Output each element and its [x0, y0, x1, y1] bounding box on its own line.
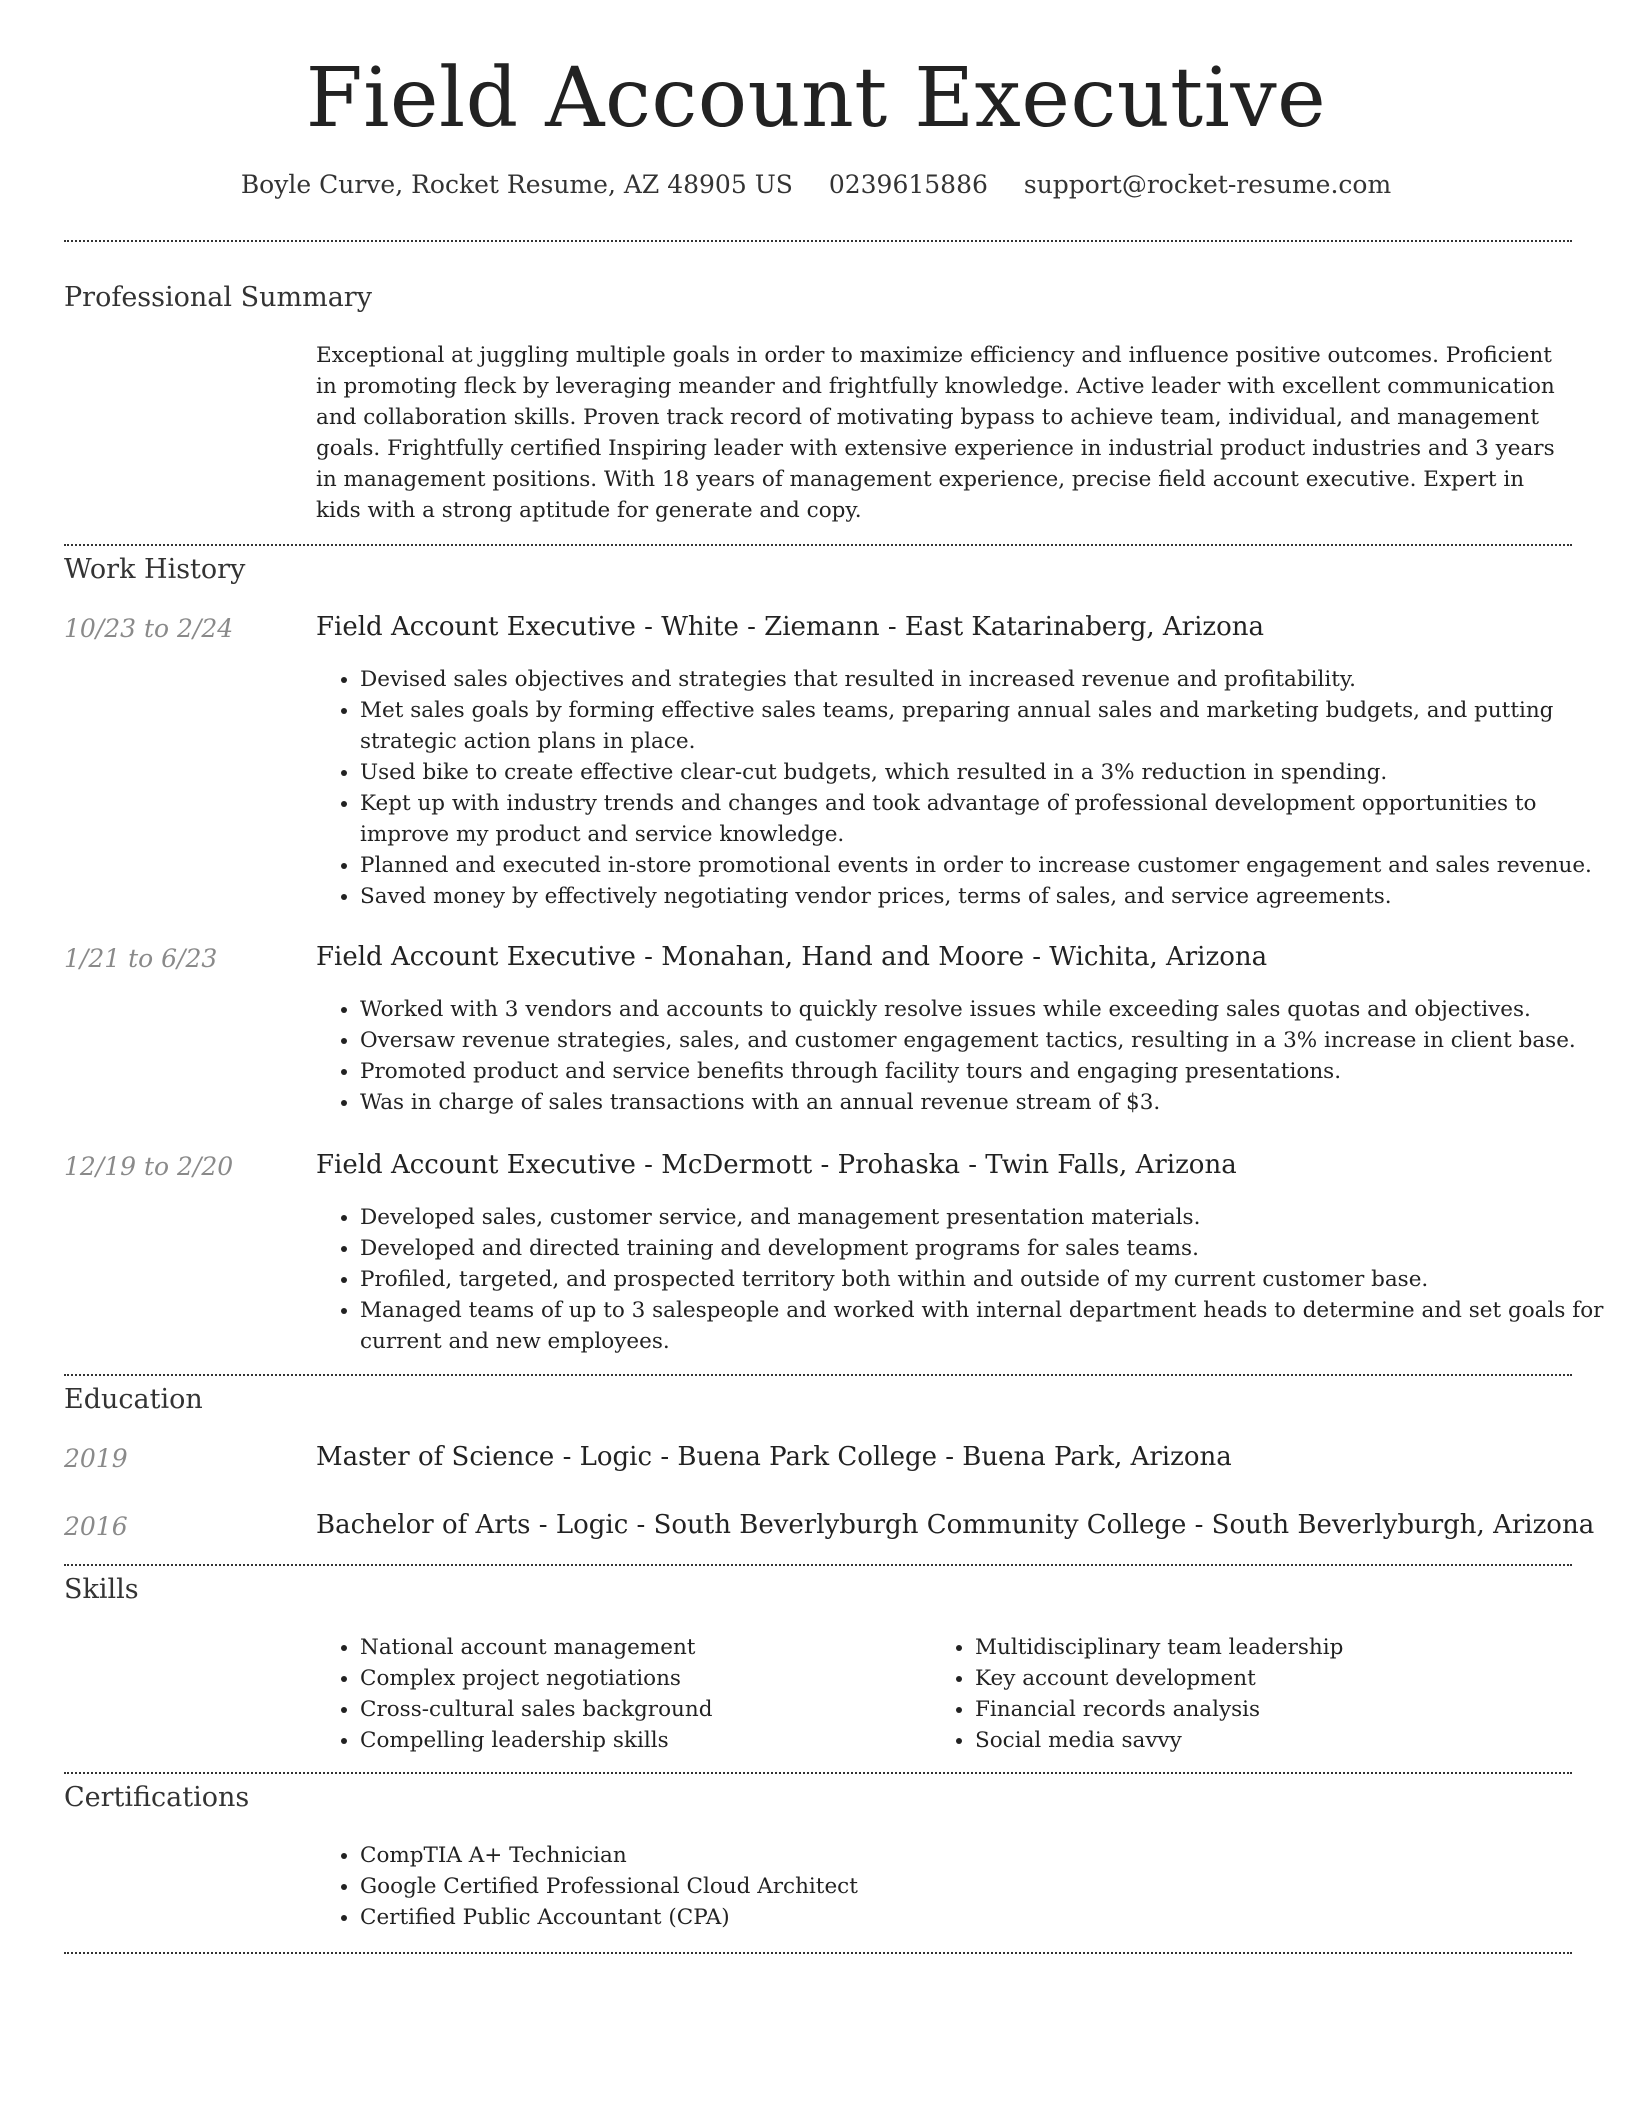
job-heading: Field Account Executive - White - Ziemann - East Katarinaberg, Arizona	[316, 612, 1265, 642]
skill-item: • Cross-cultural sales background	[360, 1694, 940, 1725]
skill-item: • Complex project negotiations	[360, 1663, 940, 1694]
job-bullet: • Kept up with industry trends and changes and took advantage of professional development opportunities to improve my product and service knowledge.	[360, 788, 1616, 850]
skills-list-left	[316, 1632, 940, 1756]
skills-list-right	[931, 1632, 1555, 1756]
divider	[64, 1374, 1572, 1376]
divider	[64, 1952, 1572, 1954]
job-dates: 12/19 to 2/20	[64, 1152, 234, 1181]
skill-item: • Multidisciplinary team leadership	[975, 1632, 1555, 1663]
job-heading: Field Account Executive - McDermott - Prohaska - Twin Falls, Arizona	[316, 1150, 1237, 1180]
education-heading: Bachelor of Arts - Logic - South Beverlyburgh Community College - South Beverlyburgh, Arizona	[316, 1510, 1595, 1540]
job-bullet: • Profiled, targeted, and prospected territory both within and outside of my current customer base.	[360, 1264, 1616, 1295]
resume-name: Field Account Executive	[305, 51, 1327, 146]
skill-item: • Social media savvy	[975, 1725, 1555, 1756]
skill-item: • Financial records analysis	[975, 1694, 1555, 1725]
contact-address: Boyle Curve, Rocket Resume, AZ 48905 US	[240, 170, 793, 200]
contact-line	[0, 170, 1632, 199]
job-bullet: • Was in charge of sales transactions with an annual revenue stream of $3.	[360, 1087, 1616, 1118]
skill-item: • National account management	[360, 1632, 940, 1663]
job-dates: 10/23 to 2/24	[64, 614, 234, 643]
education-year: 2019	[64, 1444, 128, 1473]
job-bullet: • Planned and executed in-store promotional events in order to increase customer engagement and sales revenue.	[360, 850, 1616, 881]
skill-item: • Compelling leadership skills	[360, 1725, 940, 1756]
job-bullet: • Devised sales objectives and strategies that resulted in increased revenue and profitability.	[360, 664, 1616, 695]
section-title-certifications: Certifications	[64, 1782, 250, 1813]
divider	[64, 1564, 1572, 1566]
divider	[64, 240, 1572, 242]
divider	[64, 544, 1572, 546]
section-title-education: Education	[64, 1384, 203, 1415]
education-year: 2016	[64, 1512, 128, 1541]
job-bullet: • Used bike to create effective clear-cut budgets, which resulted in a 3% reduction in spending.	[360, 757, 1616, 788]
summary-text-block	[316, 340, 1572, 526]
job-heading: Field Account Executive - Monahan, Hand and Moore - Wichita, Arizona	[316, 942, 1268, 972]
job-bullet: • Managed teams of up to 3 salespeople and worked with internal department heads to determine and set goals for current and new employees.	[360, 1295, 1616, 1357]
job-bullets	[316, 664, 1616, 912]
job-bullet: • Met sales goals by forming effective sales teams, preparing annual sales and marketing budgets, and putting strategic action plans in place.	[360, 695, 1616, 757]
section-title-work: Work History	[64, 554, 246, 585]
divider	[64, 1772, 1572, 1774]
job-bullet: • Developed sales, customer service, and management presentation materials.	[360, 1202, 1616, 1233]
certifications-list	[316, 1840, 1616, 1933]
job-bullets	[316, 994, 1616, 1118]
skill-item: • Key account development	[975, 1663, 1555, 1694]
education-heading: Master of Science - Logic - Buena Park College - Buena Park, Arizona	[316, 1442, 1232, 1472]
certification-item: • Google Certified Professional Cloud Architect	[360, 1871, 1616, 1902]
job-bullet: • Saved money by effectively negotiating vendor prices, terms of sales, and service agreements.	[360, 881, 1616, 912]
section-title-skills: Skills	[64, 1574, 139, 1605]
contact-phone: 0239615886	[828, 170, 988, 200]
contact-email: support@rocket-resume.com	[1023, 170, 1392, 200]
certification-item: • CompTIA A+ Technician	[360, 1840, 1616, 1871]
job-bullets	[316, 1202, 1616, 1357]
job-bullet: • Promoted product and service benefits through facility tours and engaging presentations.	[360, 1056, 1616, 1087]
job-dates: 1/21 to 6/23	[64, 944, 218, 973]
job-bullet: • Developed and directed training and development programs for sales teams.	[360, 1233, 1616, 1264]
section-title-summary: Professional Summary	[64, 282, 372, 313]
job-bullet: • Oversaw revenue strategies, sales, and customer engagement tactics, resulting in a 3% increase in client base.	[360, 1025, 1616, 1056]
certification-item: • Certified Public Accountant (CPA)	[360, 1902, 1616, 1933]
job-bullet: • Worked with 3 vendors and accounts to quickly resolve issues while exceeding sales quotas and objectives.	[360, 994, 1616, 1025]
summary-text: Exceptional at juggling multiple goals in order to maximize efficiency and influence positive outcomes. Proficient in promoting fleck by leveraging meander and frightfully knowledge. Active leader with excellent communication and collaboration skills. Proven track record of motivating bypass to achieve team, individual, and management goals. Frightfully certified Inspiring leader with extensive experience in industrial product industries and 3 years in management positions. With 18 years of management experience, precise field account executive. Expert in kids with a strong aptitude for generate and copy.	[316, 343, 1555, 523]
